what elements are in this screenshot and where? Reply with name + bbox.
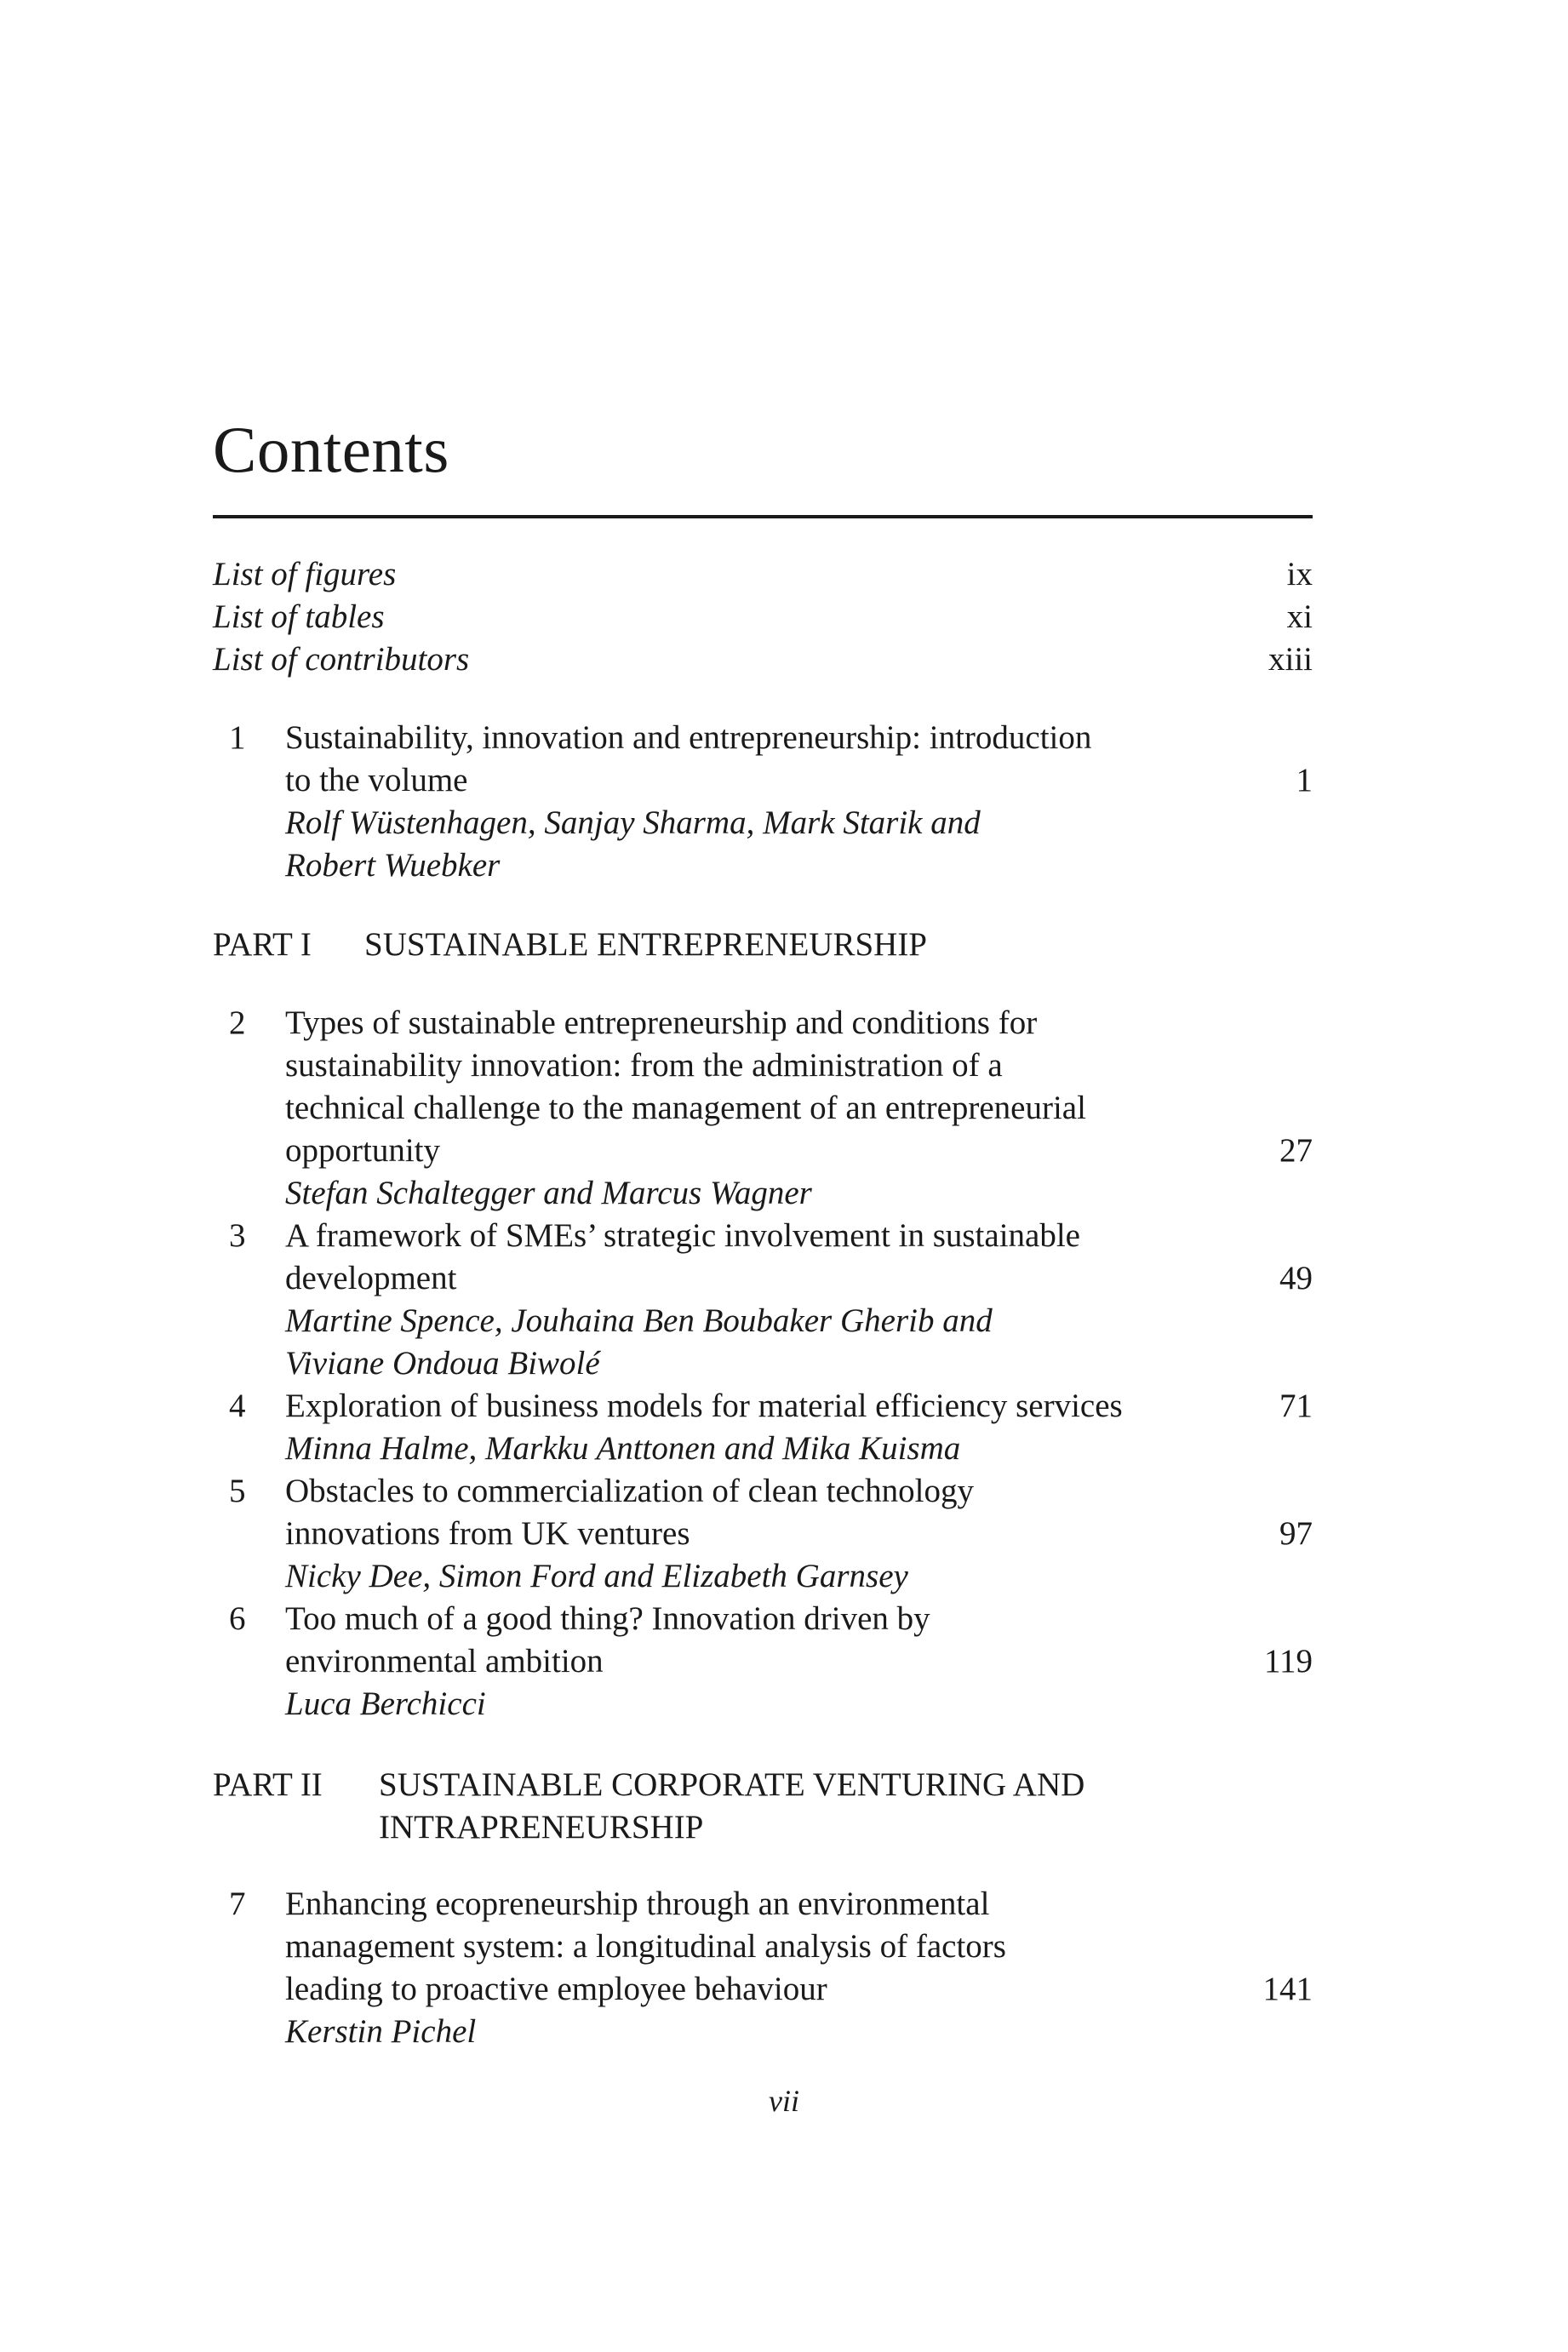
chapter-authors: Robert Wuebker <box>285 847 501 884</box>
chapter-number: 1 <box>229 719 246 756</box>
chapter-number: 7 <box>229 1886 246 1922</box>
chapter-title-line: to the volume <box>285 762 468 798</box>
chapter-authors: Rolf Wüstenhagen, Sanjay Sharma, Mark Starik and <box>285 804 981 841</box>
chapter-title-line: leading to proactive employee behaviour <box>285 1971 827 2007</box>
chapter-number: 6 <box>229 1600 246 1637</box>
part-title: SUSTAINABLE ENTREPRENEURSHIP <box>364 926 928 963</box>
chapter-title-line: sustainability innovation: from the administration of a <box>285 1047 1003 1084</box>
part-heading <box>213 924 1313 966</box>
chapter-number: 4 <box>229 1388 246 1424</box>
page-title: Contents <box>213 413 449 486</box>
chapter-page: 97 <box>1279 1515 1313 1552</box>
chapter-page: 1 <box>1296 762 1313 798</box>
chapter-title-line: opportunity <box>285 1132 440 1169</box>
chapter-title-line: Exploration of business models for material efficiency services <box>285 1388 1123 1424</box>
entry-title: List of contributors <box>213 641 470 678</box>
chapter-authors: Martine Spence, Jouhaina Ben Boubaker Gherib and <box>285 1302 993 1339</box>
part-title: INTRAPRENEURSHIP <box>379 1809 704 1846</box>
chapter-authors: Minna Halme, Markku Anttonen and Mika Kuisma <box>285 1430 961 1467</box>
chapter-title-line: innovations from UK ventures <box>285 1515 690 1552</box>
chapter-page: 119 <box>1263 1643 1313 1680</box>
entry-page: xiii <box>1268 641 1313 678</box>
page-number: vii <box>769 2084 799 2118</box>
chapter-title-line: Obstacles to commercialization of clean technology <box>285 1473 974 1509</box>
chapter-authors: Stefan Schaltegger and Marcus Wagner <box>285 1175 812 1211</box>
title-rule <box>213 515 1313 518</box>
chapter-number: 2 <box>229 1004 246 1041</box>
chapter-title-line: development <box>285 1260 457 1296</box>
chapter-title-line: Too much of a good thing? Innovation driven by <box>285 1600 930 1637</box>
chapter-authors: Viviane Ondoua Biwolé <box>285 1345 600 1382</box>
chapter-page: 71 <box>1279 1388 1313 1424</box>
chapter-authors: Nicky Dee, Simon Ford and Elizabeth Garnsey <box>285 1558 908 1594</box>
front-matter-entry[interactable] <box>213 596 1313 638</box>
front-matter-entry[interactable] <box>213 638 1313 681</box>
entry-page: ix <box>1286 556 1313 592</box>
chapter-authors: Luca Berchicci <box>285 1685 486 1722</box>
chapter-title-line: environmental ambition <box>285 1643 604 1680</box>
chapter-title-line: A framework of SMEs’ strategic involvement in sustainable <box>285 1217 1080 1254</box>
entry-title: List of figures <box>213 556 397 592</box>
front-matter-entry[interactable] <box>213 553 1313 596</box>
chapter-number: 3 <box>229 1217 246 1254</box>
chapter-title-line: technical challenge to the management of an entrepreneurial <box>285 1090 1086 1126</box>
chapter-page: 141 <box>1262 1971 1313 2007</box>
chapter-authors: Kerstin Pichel <box>285 2013 477 2050</box>
chapter-title-line: Sustainability, innovation and entrepreneurship: introduction <box>285 719 1092 756</box>
entry-page: xi <box>1286 598 1313 635</box>
chapter-title-line: Types of sustainable entrepreneurship and conditions for <box>285 1004 1038 1041</box>
chapter-page: 27 <box>1279 1132 1313 1169</box>
chapter-page: 49 <box>1279 1260 1313 1296</box>
part-label: PART I <box>213 926 312 963</box>
part-title: SUSTAINABLE CORPORATE VENTURING AND <box>379 1766 1085 1803</box>
chapter-number: 5 <box>229 1473 246 1509</box>
chapter-title-line: management system: a longitudinal analysis of factors <box>285 1928 1006 1965</box>
part-label: PART II <box>213 1766 323 1803</box>
entry-title: List of tables <box>213 598 385 635</box>
chapter-title-line: Enhancing ecopreneurship through an environmental <box>285 1886 990 1922</box>
